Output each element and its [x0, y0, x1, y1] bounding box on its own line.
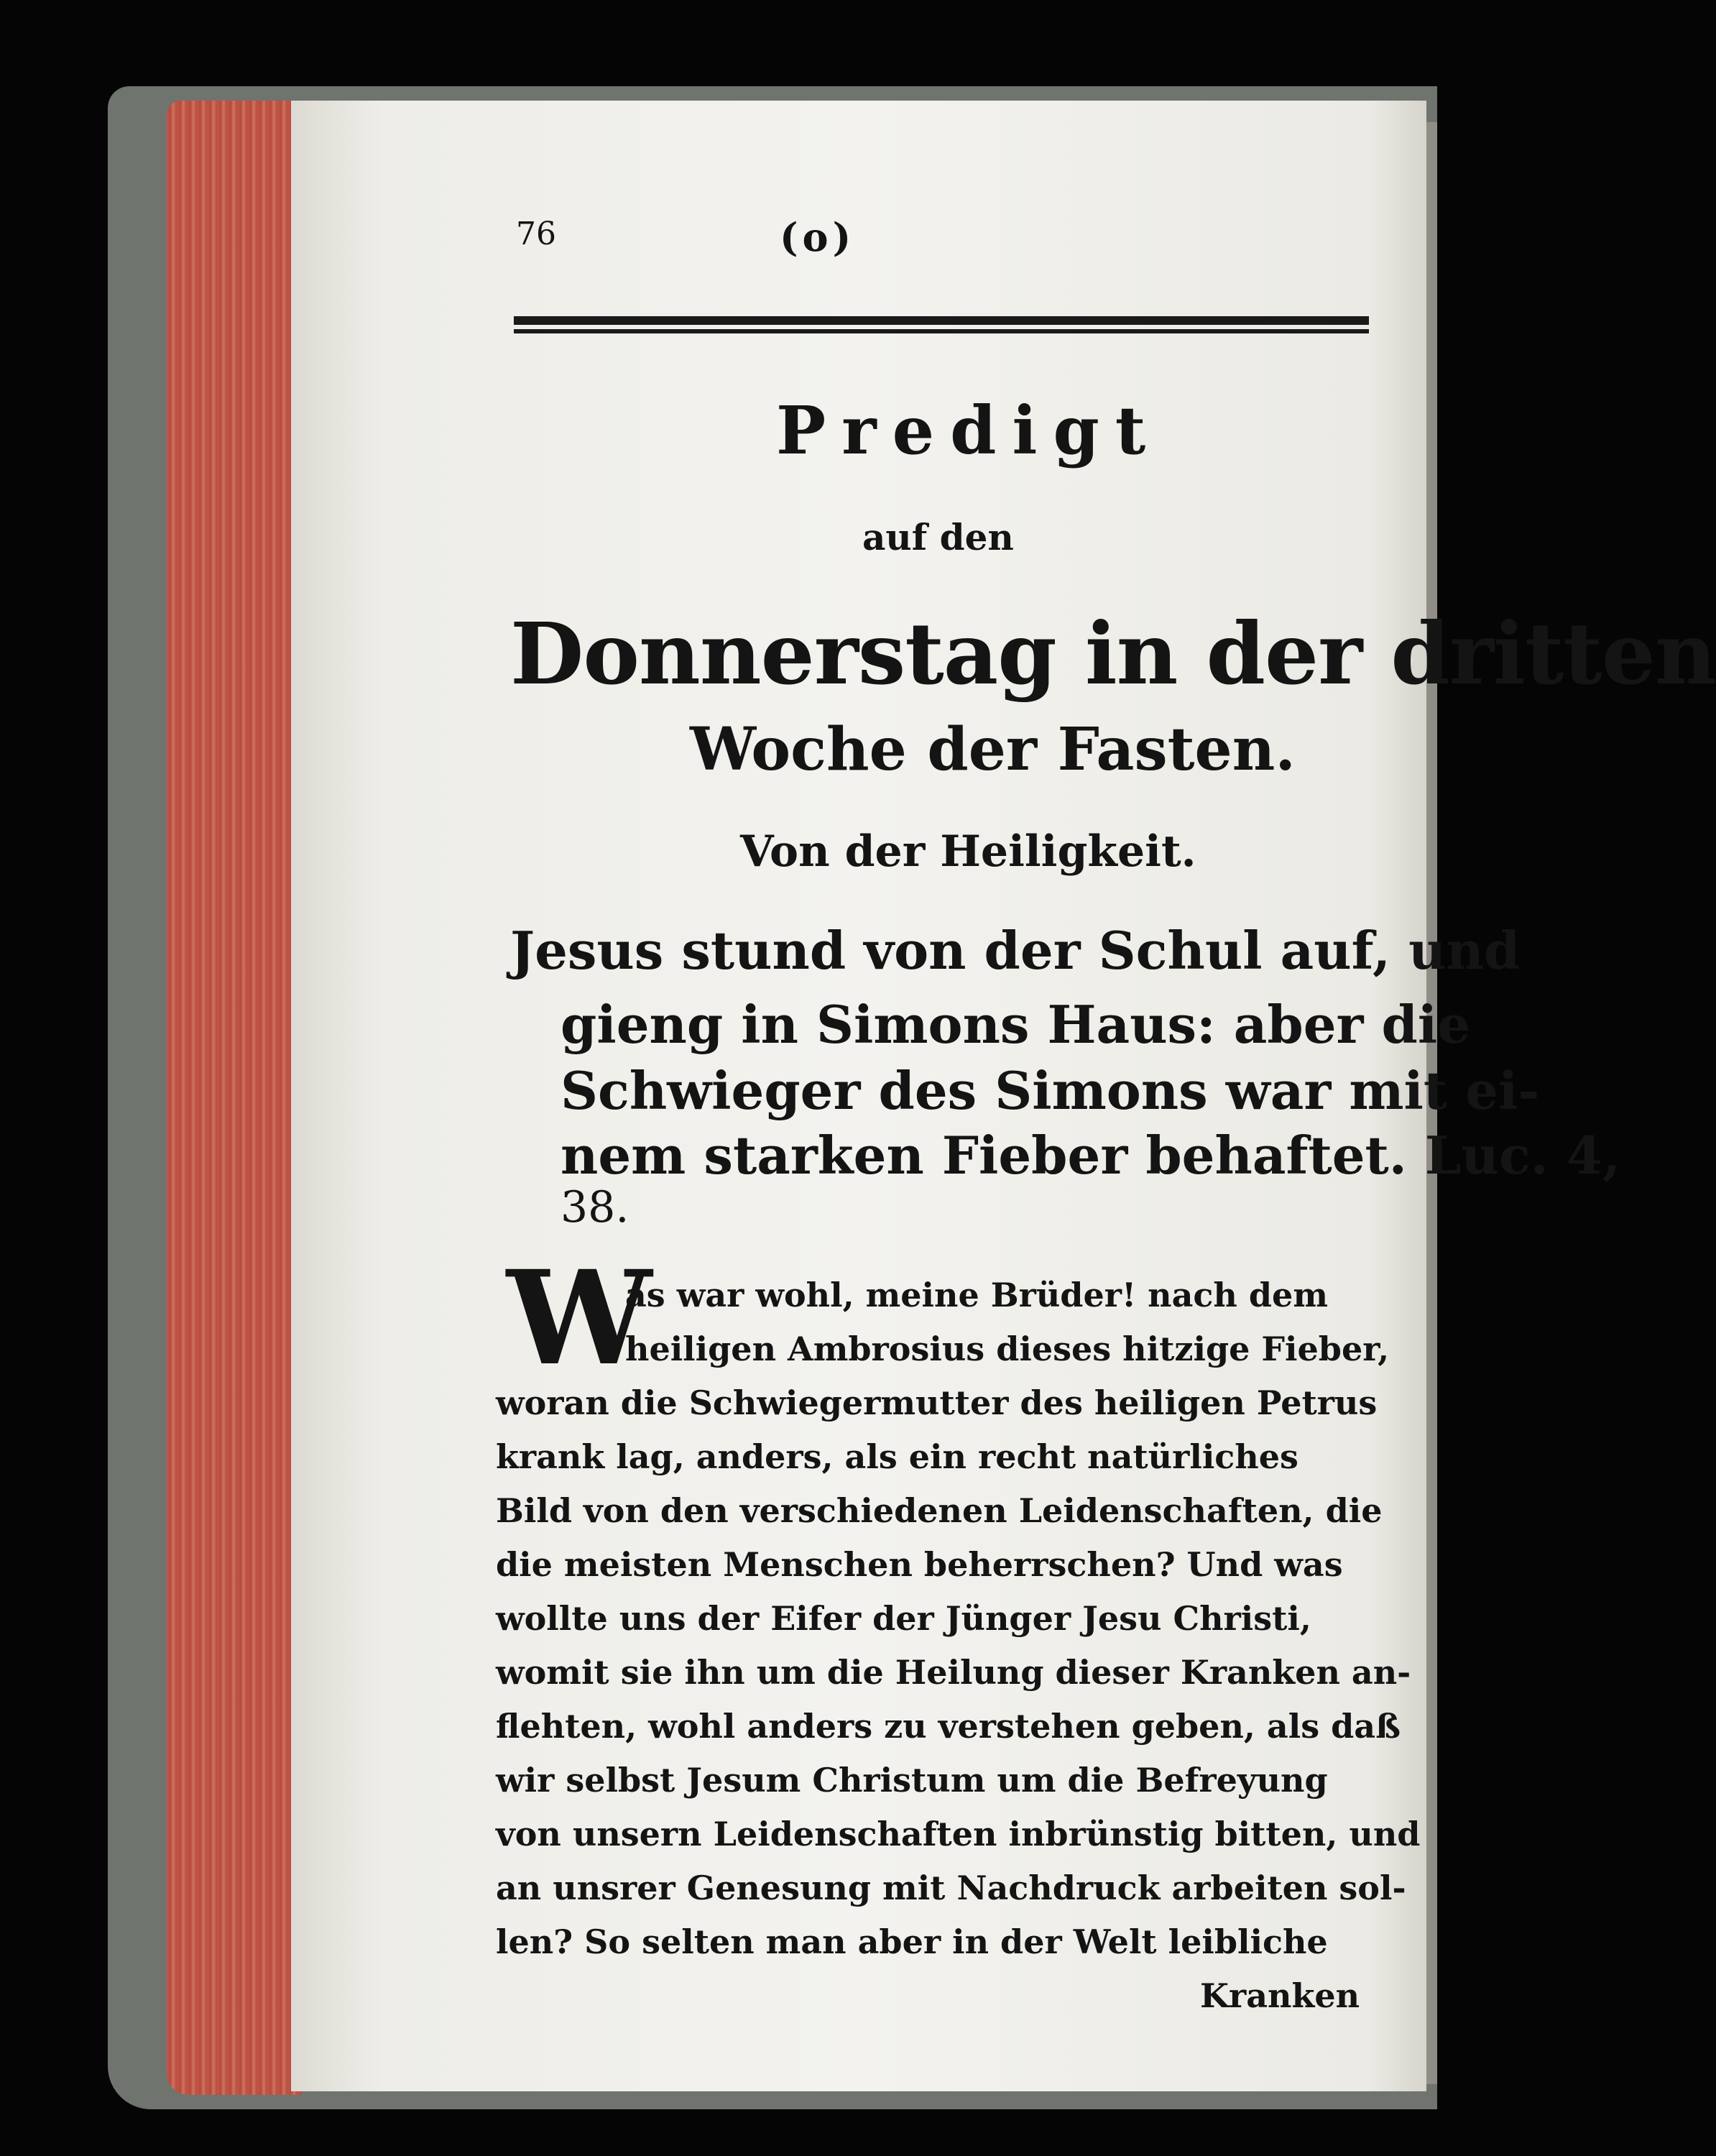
header-ornament: (o): [780, 214, 856, 260]
body-line: wollte uns der Eifer der Jünger Jesu Christi,: [496, 1599, 1311, 1638]
verse-line: 38.: [561, 1182, 629, 1233]
page-number: 76: [516, 216, 556, 252]
verse-line: Schwieger des Simons war mit ei-: [561, 1060, 1540, 1121]
page-title: Predigt: [776, 392, 1162, 469]
body-line: woran die Schwiegermutter des heiligen Petrus: [496, 1383, 1378, 1422]
body-line: womit sie ihn um die Heilung dieser Kranken an-: [496, 1653, 1411, 1692]
header-rule: [514, 316, 1369, 341]
catchword: Kranken: [1200, 1976, 1360, 2015]
body-line: krank lag, anders, als ein recht natürliches: [496, 1437, 1298, 1476]
body-line: heiligen Ambrosius dieses hitzige Fieber,: [625, 1330, 1390, 1368]
verse-line: gieng in Simons Haus: aber die: [561, 994, 1471, 1055]
body-line: die meisten Menschen beherrschen? Und was: [496, 1545, 1343, 1584]
page-edges: [167, 101, 302, 2095]
body-line: as war wohl, meine Brüder! nach dem: [625, 1276, 1328, 1314]
verse-line: nem starken Fieber behaftet. Luc. 4,: [561, 1125, 1621, 1186]
body-line: len? So selten man aber in der Welt leibliche: [496, 1922, 1328, 1961]
verse-line: Jesus stund von der Schul auf, und: [510, 920, 1521, 981]
body-line: von unsern Leidenschaften inbrünstig bitten, und: [496, 1815, 1421, 1853]
topic-heading: Von der Heiligkeit.: [740, 826, 1196, 877]
subtitle-small: auf den: [862, 516, 1014, 558]
drop-cap-initial: W: [507, 1243, 652, 1394]
main-title-line-2: Woche der Fasten.: [690, 715, 1296, 784]
body-line: flehten, wohl anders zu verstehen geben, als daß: [496, 1707, 1401, 1746]
body-line: Bild von den verschiedenen Leidenschaften, die: [496, 1491, 1383, 1530]
main-title-line-1: Donnerstag in der dritten: [510, 604, 1716, 704]
body-line: wir selbst Jesum Christum um die Befreyung: [496, 1761, 1328, 1800]
body-line: an unsrer Genesung mit Nachdruck arbeiten sol-: [496, 1869, 1406, 1907]
